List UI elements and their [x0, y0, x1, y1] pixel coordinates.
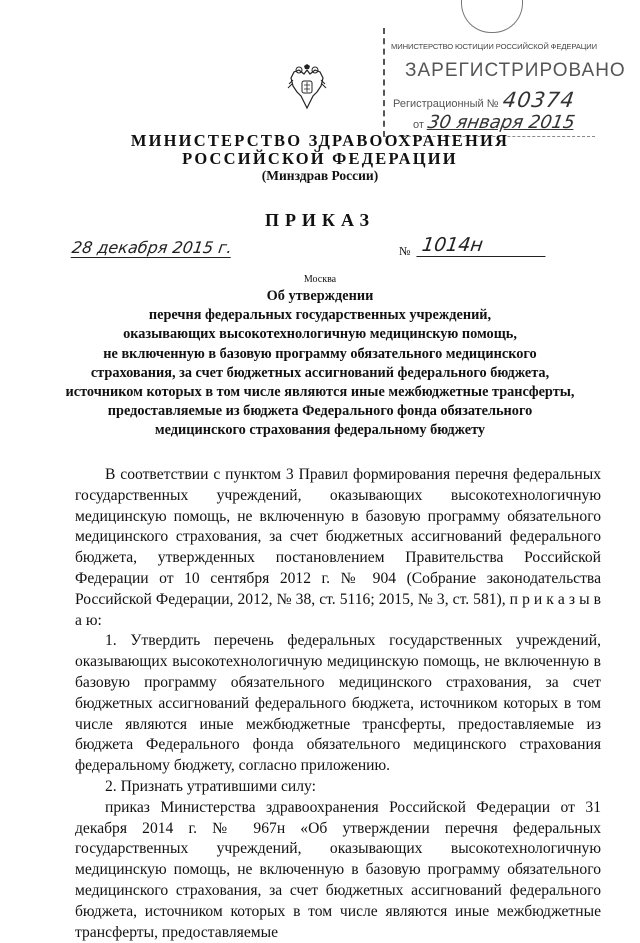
- item-2-paragraph: 2. Признать утратившими силу:: [105, 777, 316, 795]
- title-line: не включенную в базовую программу обязательного медицинского: [103, 345, 537, 362]
- document-body: [75, 465, 601, 943]
- ministry-name: [60, 132, 580, 168]
- city: Москва: [303, 274, 337, 285]
- title-line: оказывающих высокотехнологичную медицинскую помощь,: [123, 326, 517, 343]
- preamble-paragraph: В соответствии с пунктом 3 Правил формирования перечня федеральных государственных учреждений, оказывающих высокотехнологичную медицинскую помощь, не включенную в базовую программу обязательного медицинского страхования, за счет бюджетных ассигнований федерального бюджета, утвержденных постановлением Правительства Российской Федерации от 10 сентября 2012 г. № 904 (Собрание законодательства Российской Федерации, 2012, № 38, ст. 5116; 2015, № 3, ст. 581), п р и к а з ы в а ю:: [75, 466, 601, 629]
- ministry-name-line2: РОССИЙСКОЙ ФЕДЕРАЦИИ: [182, 149, 458, 168]
- stamp-date-line: [413, 112, 593, 133]
- stamp-date: 30 января 2015: [426, 112, 577, 133]
- title-line: Об утверждении: [266, 288, 374, 304]
- title-line: источником которых в том числе являются иные межбюджетные трансферты,: [65, 384, 575, 401]
- signing-number-label: №: [399, 244, 411, 258]
- stamp-reg-number-line: [393, 88, 593, 112]
- russian-coat-of-arms-icon: [287, 64, 327, 110]
- document-title: [60, 287, 580, 441]
- stamp-reg-number-label: Регистрационный №: [393, 98, 499, 110]
- registration-stamp: [383, 0, 626, 150]
- item-1-paragraph: 1. Утвердить перечень федеральных государственных учреждений, оказывающих высокотехнологичную медицинскую помощь, не включенную в базовую программу обязательного медицинского страхования, за счет бюджетных ассигнований федерального бюджета, источником которых в том числе являются иные межбюджетные трансферты, предоставляемые из бюджета Федерального фонда обязательного медицинского страхования федеральному бюджету, согласно приложению.: [75, 632, 601, 775]
- title-line: перечня федеральных государственных учреждений,: [148, 307, 492, 324]
- title-line: медицинского страхования федеральному бюджету: [154, 422, 486, 439]
- signing-number: 1014н: [416, 234, 548, 257]
- item-2-sub-paragraph: приказ Министерства здравоохранения Российской Федерации от 31 декабря 2014 г. № 967н «Об утверждении перечня федеральных государственных учреждений, оказывающих высокотехнологичную медицинскую помощь, не включенную в базовую программу обязательного медицинского страхования, за счет бюджетных ассигнований федерального бюджета, источником которых в том числе являются иные межбюджетные трансферты, предоставляемые: [75, 798, 601, 941]
- title-line: предоставляемые из бюджета Федерального фонда обязательного: [107, 403, 533, 420]
- stamp-status: ЗАРЕГИСТРИРОВАНО: [405, 60, 626, 81]
- stamp-ministry: МИНИСТЕРСТВО ЮСТИЦИИ РОССИЙСКОЙ ФЕДЕРАЦИИ: [391, 42, 597, 51]
- ministry-name-line1: МИНИСТЕРСТВО ЗДРАВООХРАНЕНИЯ: [130, 131, 510, 150]
- title-line: страхования, за счет бюджетных ассигнований федерального бюджета,: [90, 364, 550, 381]
- signing-date: 28 декабря 2015 г.: [70, 238, 234, 257]
- order-title: ПРИКАЗ: [264, 210, 376, 230]
- ministry-abbr: (Минздрав России): [261, 168, 379, 183]
- stamp-date-label: от: [413, 119, 424, 131]
- stamp-reg-number: 40374: [500, 88, 577, 112]
